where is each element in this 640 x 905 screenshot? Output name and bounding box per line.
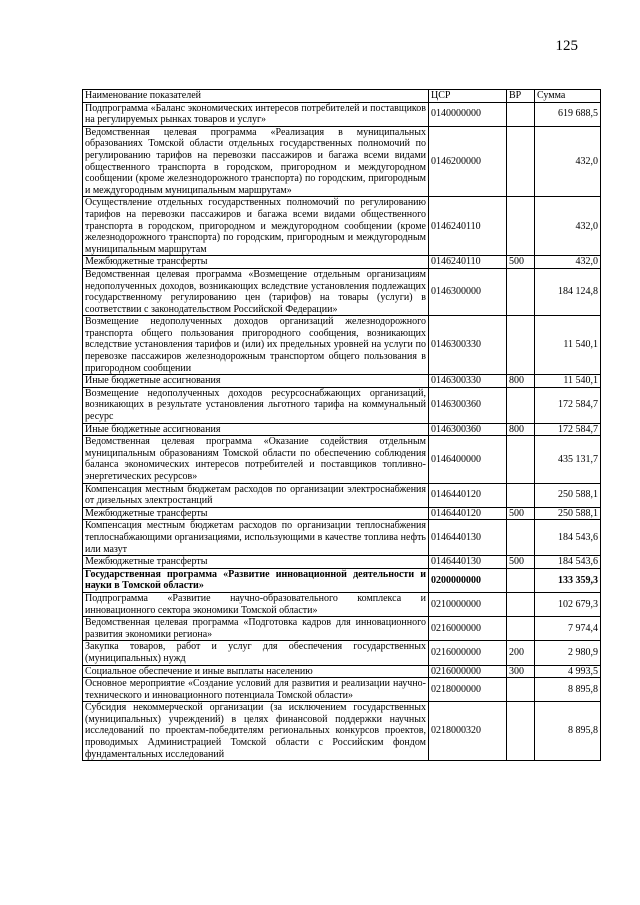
- table-row: [83, 375, 601, 388]
- cell-sum: 172 584,7: [535, 423, 601, 436]
- cell-vr: 800: [507, 423, 535, 436]
- cell-name: Иные бюджетные ассигнования: [83, 375, 429, 388]
- cell-vr: [507, 483, 535, 507]
- cell-sum: 133 359,3: [535, 568, 601, 592]
- table-row: [83, 126, 601, 197]
- cell-sum: 2 980,9: [535, 641, 601, 665]
- cell-sum: 184 543,6: [535, 556, 601, 569]
- table-row: [83, 256, 601, 269]
- cell-csr: 0218000000: [429, 678, 507, 702]
- cell-csr: 0146200000: [429, 126, 507, 197]
- table-row: [83, 702, 601, 761]
- cell-csr: 0146300330: [429, 375, 507, 388]
- cell-csr: 0146300330: [429, 316, 507, 375]
- cell-vr: [507, 126, 535, 197]
- cell-sum: 102 679,3: [535, 592, 601, 616]
- cell-name: Ведомственная целевая программа «Реализация в муниципальных образованиях Томской области отдельных государственных полномочий по регулированию тарифов на перевозки пассажиров и багажа всеми видами общественного транспорта в городском, пригородном и междугородном сообщении (кроме железнодорожного транспорта) по городским, пригородным и междугородным муниципальным маршрутам»: [83, 126, 429, 197]
- table-row: [83, 423, 601, 436]
- cell-name: Иные бюджетные ассигнования: [83, 423, 429, 436]
- table-row: [83, 387, 601, 423]
- cell-vr: [507, 436, 535, 483]
- cell-csr: 0146300000: [429, 268, 507, 315]
- cell-vr: [507, 102, 535, 126]
- cell-csr: 0146440120: [429, 483, 507, 507]
- cell-sum: 184 124,8: [535, 268, 601, 315]
- header-vr: ВР: [507, 90, 535, 103]
- table-row: [83, 197, 601, 256]
- budget-table: [82, 89, 601, 761]
- cell-vr: [507, 268, 535, 315]
- cell-sum: 172 584,7: [535, 387, 601, 423]
- cell-vr: 500: [507, 507, 535, 520]
- cell-name: Основное мероприятие «Создание условий для развития и реализации научно-технического и инновационного потенциала Томской области»: [83, 678, 429, 702]
- cell-sum: 11 540,1: [535, 316, 601, 375]
- table-row: [83, 436, 601, 483]
- table-row: [83, 665, 601, 678]
- cell-name: Межбюджетные трансферты: [83, 256, 429, 269]
- cell-sum: 7 974,4: [535, 617, 601, 641]
- cell-sum: 184 543,6: [535, 520, 601, 556]
- cell-name: Социальное обеспечение и иные выплаты населению: [83, 665, 429, 678]
- cell-name: Подпрограмма «Баланс экономических интересов потребителей и поставщиков на регулируемых рынках товаров и услуг»: [83, 102, 429, 126]
- cell-vr: 200: [507, 641, 535, 665]
- header-csr: ЦСР: [429, 90, 507, 103]
- cell-vr: [507, 617, 535, 641]
- cell-csr: 0146440130: [429, 556, 507, 569]
- cell-sum: 250 588,1: [535, 483, 601, 507]
- table-body: [83, 102, 601, 761]
- table-row: [83, 678, 601, 702]
- table-row: [83, 520, 601, 556]
- cell-vr: [507, 568, 535, 592]
- table-header-row: [83, 90, 601, 103]
- cell-name: Межбюджетные трансферты: [83, 507, 429, 520]
- cell-name: Ведомственная целевая программа «Подготовка кадров для инновационного развития экономики региона»: [83, 617, 429, 641]
- cell-vr: [507, 316, 535, 375]
- header-sum: Сумма: [535, 90, 601, 103]
- cell-csr: 0146300360: [429, 423, 507, 436]
- cell-name: Субсидия некоммерческой организации (за исключением государственных (муниципальных) учреждений) в целях финансовой поддержки научных исследований по проектам-победителям региональных конкурсов проектов, проводимых Администрацией Томской области с Российским фондом фундаментальных исследований: [83, 702, 429, 761]
- cell-csr: 0146300360: [429, 387, 507, 423]
- cell-name: Компенсация местным бюджетам расходов по организации электроснабжения от дизельных электростанций: [83, 483, 429, 507]
- table-row: [83, 568, 601, 592]
- cell-sum: 8 895,8: [535, 702, 601, 761]
- cell-name: Возмещение недополученных доходов организаций железнодорожного транспорта общего пользования пригородного сообщения, возникающих вследствие установления тарифов и (или) их предельных уровней на услуги по перевозке пассажиров железнодорожным транспортом общего пользования в пригородном сообщении: [83, 316, 429, 375]
- header-name: Наименование показателей: [83, 90, 429, 103]
- cell-sum: 250 588,1: [535, 507, 601, 520]
- cell-csr: 0146400000: [429, 436, 507, 483]
- cell-name: Государственная программа «Развитие инновационной деятельности и науки в Томской области»: [83, 568, 429, 592]
- cell-sum: 619 688,5: [535, 102, 601, 126]
- cell-csr: 0216000000: [429, 617, 507, 641]
- cell-sum: 435 131,7: [535, 436, 601, 483]
- cell-csr: 0216000000: [429, 641, 507, 665]
- cell-csr: 0218000320: [429, 702, 507, 761]
- cell-sum: 432,0: [535, 197, 601, 256]
- table-row: [83, 556, 601, 569]
- cell-csr: 0140000000: [429, 102, 507, 126]
- cell-vr: 300: [507, 665, 535, 678]
- cell-csr: 0210000000: [429, 592, 507, 616]
- table-row: [83, 617, 601, 641]
- cell-name: Возмещение недополученных доходов ресурсоснабжающих организаций, возникающих в результате установления льготного тарифа на коммунальный ресурс: [83, 387, 429, 423]
- cell-vr: [507, 520, 535, 556]
- cell-name: Подпрограмма «Развитие научно-образовательного комплекса и инновационного сектора экономики Томской области»: [83, 592, 429, 616]
- cell-csr: 0146440120: [429, 507, 507, 520]
- cell-name: Ведомственная целевая программа «Оказание содействия отдельным муниципальным образованиям Томской области по обеспечению соблюдения баланса экономических интересов потребителей и поставщиков топливно-энергетических ресурсов»: [83, 436, 429, 483]
- table-row: [83, 507, 601, 520]
- cell-vr: 800: [507, 375, 535, 388]
- table-row: [83, 641, 601, 665]
- cell-csr: 0200000000: [429, 568, 507, 592]
- cell-csr: 0216000000: [429, 665, 507, 678]
- cell-csr: 0146240110: [429, 197, 507, 256]
- cell-sum: 432,0: [535, 126, 601, 197]
- cell-sum: 11 540,1: [535, 375, 601, 388]
- cell-vr: 500: [507, 556, 535, 569]
- table-row: [83, 592, 601, 616]
- cell-sum: 4 993,5: [535, 665, 601, 678]
- cell-vr: [507, 387, 535, 423]
- table-row: [83, 483, 601, 507]
- table-row: [83, 102, 601, 126]
- cell-name: Межбюджетные трансферты: [83, 556, 429, 569]
- table-row: [83, 268, 601, 315]
- cell-vr: [507, 592, 535, 616]
- cell-name: Компенсация местным бюджетам расходов по организации теплоснабжения теплоснабжающими организациями, использующими в качестве топлива нефть или мазут: [83, 520, 429, 556]
- cell-vr: [507, 197, 535, 256]
- cell-csr: 0146440130: [429, 520, 507, 556]
- cell-csr: 0146240110: [429, 256, 507, 269]
- cell-vr: [507, 702, 535, 761]
- page-number: 125: [555, 38, 578, 54]
- cell-sum: 8 895,8: [535, 678, 601, 702]
- cell-name: Осуществление отдельных государственных полномочий по регулированию тарифов на перевозки пассажиров и багажа всеми видами общественного транспорта в городском, пригородном и междугородном сообщении (кроме железнодорожного транспорта) по городским, пригородным и междугородным муниципальным маршрутам: [83, 197, 429, 256]
- cell-vr: 500: [507, 256, 535, 269]
- cell-name: Закупка товаров, работ и услуг для обеспечения государственных (муниципальных) нужд: [83, 641, 429, 665]
- cell-sum: 432,0: [535, 256, 601, 269]
- cell-vr: [507, 678, 535, 702]
- cell-name: Ведомственная целевая программа «Возмещение отдельным организациям недополученных доходов, возникающих вследствие установления подлежащих государственному регулированию цен (тарифов) на товары (услуги) в соответствии с законодательством Российской Федерации»: [83, 268, 429, 315]
- table-row: [83, 316, 601, 375]
